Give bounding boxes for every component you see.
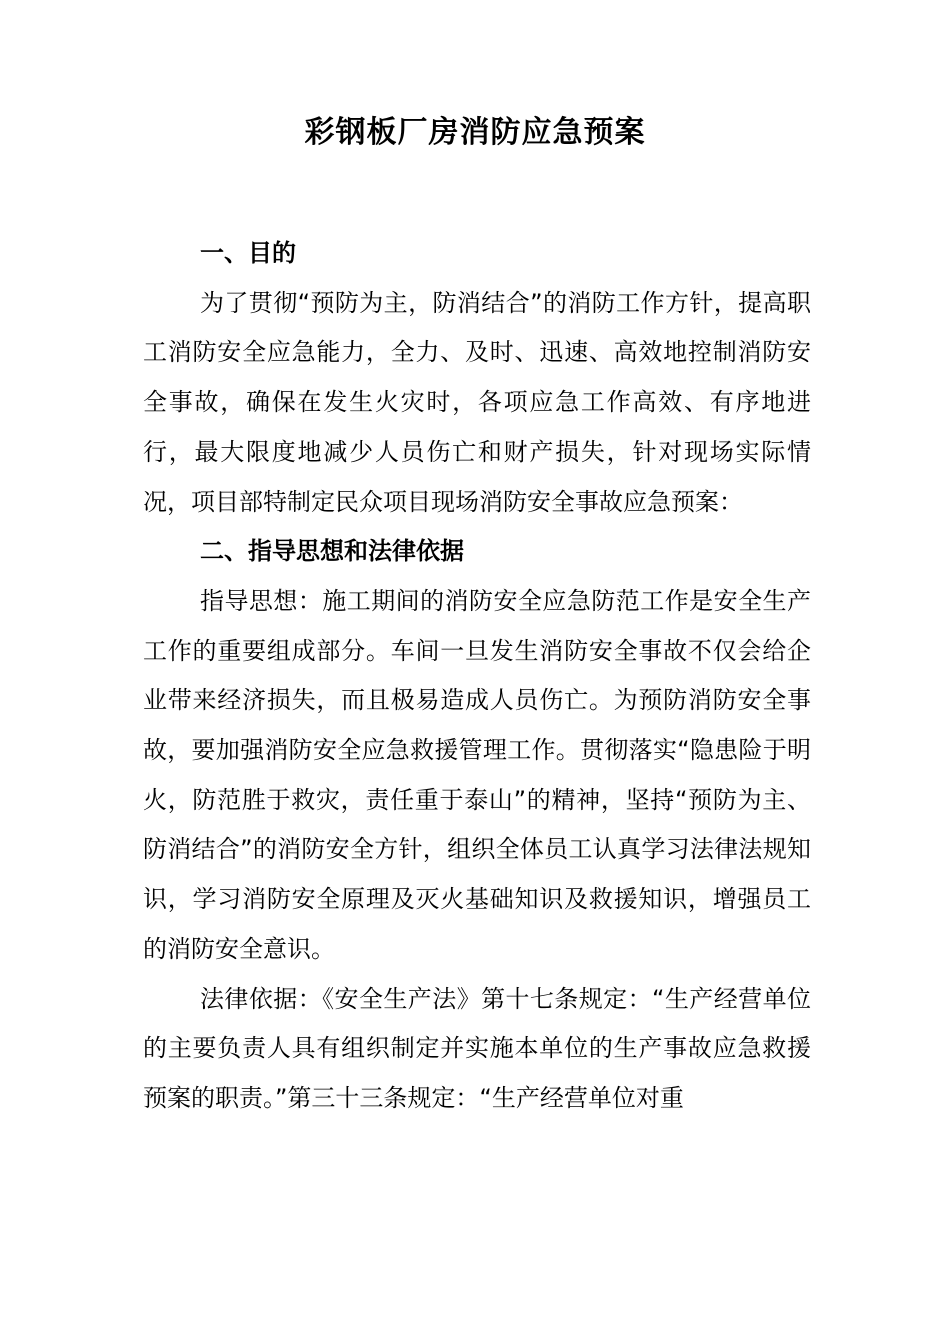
paragraph: 指导思想：施工期间的消防安全应急防范工作是安全生产工作的重要组成部分。车间一旦发生消防安全事故不仅会给企业带来经济损失，而且极易造成人员伤亡。为预防消防安全事故，要加强消防安全应急救援管理工作。贯彻落实“隐患险于明火，防范胜于救灾，责任重于泰山”的精神，坚持“预防为主、防消结合”的消防安全方针，组织全体员工认真学习法律法规知识，学习消防安全原理及灭火基础知识及救援知识，增强员工的消防安全意识。 (143, 586, 811, 963)
paragraph: 法律依据：《安全生产法》第十七条规定：“生产经营单位的主要负责人具有组织制定并实施本单位的生产事故应急救援预案的职责。”第三十三条规定：“生产经营单位对重 (143, 984, 811, 1112)
document-title: 彩钢板厂房消防应急预案 (304, 115, 646, 150)
section-purpose (143, 229, 811, 527)
document-body (143, 229, 811, 1124)
paragraph: 为了贯彻“预防为主，防消结合”的消防工作方针，提高职工消防安全应急能力，全力、及时、迅速、高效地控制消防安全事故，确保在发生火灾时，各项应急工作高效、有序地进行，最大限度地减少人员伤亡和财产损失，针对现场实际情况，项目部特制定民众项目现场消防安全事故应急预案： (143, 288, 811, 516)
section-guiding-principles (143, 527, 811, 1123)
section-heading: 二、指导思想和法律依据 (200, 537, 464, 566)
section-heading: 一、目的 (200, 239, 296, 267)
